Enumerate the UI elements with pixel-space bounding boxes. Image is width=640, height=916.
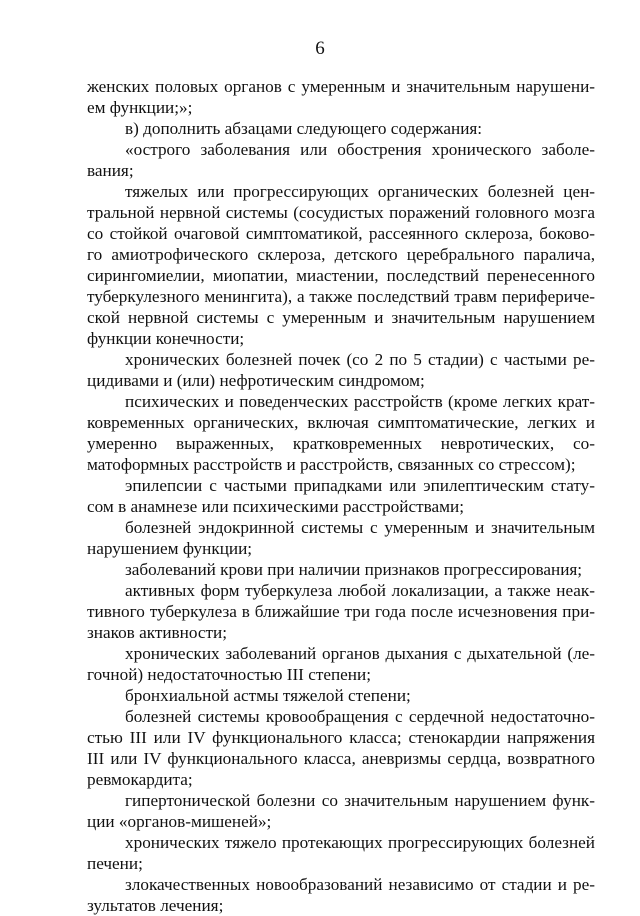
text-line: хронических заболеваний органов дыхания с дыхательной (ле- (125, 644, 595, 663)
text-line: III или IV функционального класса, аневризмы сердца, возвратного (87, 749, 595, 768)
text-line: вания; (87, 161, 134, 180)
paragraph (87, 685, 595, 706)
text-line: в) дополнить абзацами следующего содержания: (125, 119, 483, 138)
paragraph (87, 118, 595, 139)
text-line: знаков активности; (87, 623, 228, 642)
text-line: тральной нервной системы (сосудистых поражений головного мозга (87, 203, 595, 222)
document-body (87, 76, 595, 916)
text-line: бронхиальной астмы тяжелой степени; (125, 686, 411, 705)
text-line: тяжелых или прогрессирующих органических болезней цен- (125, 182, 595, 201)
text-line: цидивами и (или) нефротическим синдромом; (87, 371, 425, 390)
text-line: ской нервной системы с умеренным и значительным нарушением (87, 308, 595, 327)
paragraph (87, 874, 595, 916)
text-line: хронических тяжело протекающих прогрессирующих болезней (125, 833, 595, 852)
text-line: заболеваний крови при наличии признаков прогрессирования; (125, 560, 583, 579)
text-line: женских половых органов с умеренным и значительным нарушени- (87, 77, 595, 96)
paragraph (87, 475, 595, 517)
paragraph (87, 580, 595, 643)
text-line: психических и поведенческих расстройств (кроме легких крат- (125, 392, 595, 411)
paragraph (87, 643, 595, 685)
text-line: ем функции;»; (87, 98, 193, 117)
text-line: гочной) недостаточностью III степени; (87, 665, 371, 684)
text-line: зультатов лечения; (87, 896, 224, 915)
text-line: печени; (87, 854, 143, 873)
paragraph (87, 832, 595, 874)
text-line: матоформных расстройств и расстройств, связанных со стрессом); (87, 455, 576, 474)
paragraph (87, 790, 595, 832)
text-line: туберкулезного менингита), а также последствий травм перифериче- (87, 287, 595, 306)
text-line: болезней системы кровообращения с сердечной недостаточно- (125, 707, 595, 726)
text-line: болезней эндокринной системы с умеренным и значительным (125, 518, 595, 537)
paragraph (87, 391, 595, 475)
paragraph (87, 349, 595, 391)
paragraph (87, 76, 595, 118)
text-line: активных форм туберкулеза любой локализации, а также неак- (125, 581, 595, 600)
text-line: гипертонической болезни со значительным нарушением функ- (125, 791, 595, 810)
paragraph (87, 517, 595, 559)
paragraph (87, 181, 595, 349)
text-line: тивного туберкулеза в ближайшие три года после исчезновения при- (87, 602, 595, 621)
text-line: злокачественных новообразований независимо от стадии и ре- (125, 875, 595, 894)
paragraph (87, 139, 595, 181)
text-line: сом в анамнезе или психическими расстройствами; (87, 497, 464, 516)
text-line: сирингомиелии, миопатии, миастении, последствий перенесенного (87, 266, 595, 285)
text-line: ции «органов-мишеней»; (87, 812, 272, 831)
text-line: функции конечности; (87, 329, 245, 348)
text-line: эпилепсии с частыми припадками или эпилептическим стату- (125, 476, 595, 495)
text-line: го амиотрофического склероза, детского церебрального паралича, (87, 245, 595, 264)
text-line: умеренно выраженных, кратковременных невротических, со- (87, 434, 595, 453)
text-line: «острого заболевания или обострения хронического заболе- (125, 140, 595, 159)
text-line: нарушением функции; (87, 539, 253, 558)
text-line: ковременных органических, включая симптоматические, легких и (87, 413, 595, 432)
text-line: ревмокардита; (87, 770, 193, 789)
text-line: со стойкой очаговой симптоматикой, рассеянного склероза, боково- (87, 224, 595, 243)
text-line: хронических болезней почек (со 2 по 5 стадии) с частыми ре- (125, 350, 595, 369)
paragraph (87, 559, 595, 580)
page-number: 6 (315, 38, 325, 59)
paragraph (87, 706, 595, 790)
text-line: стью III или IV функционального класса; стенокардии напряжения (87, 728, 595, 747)
